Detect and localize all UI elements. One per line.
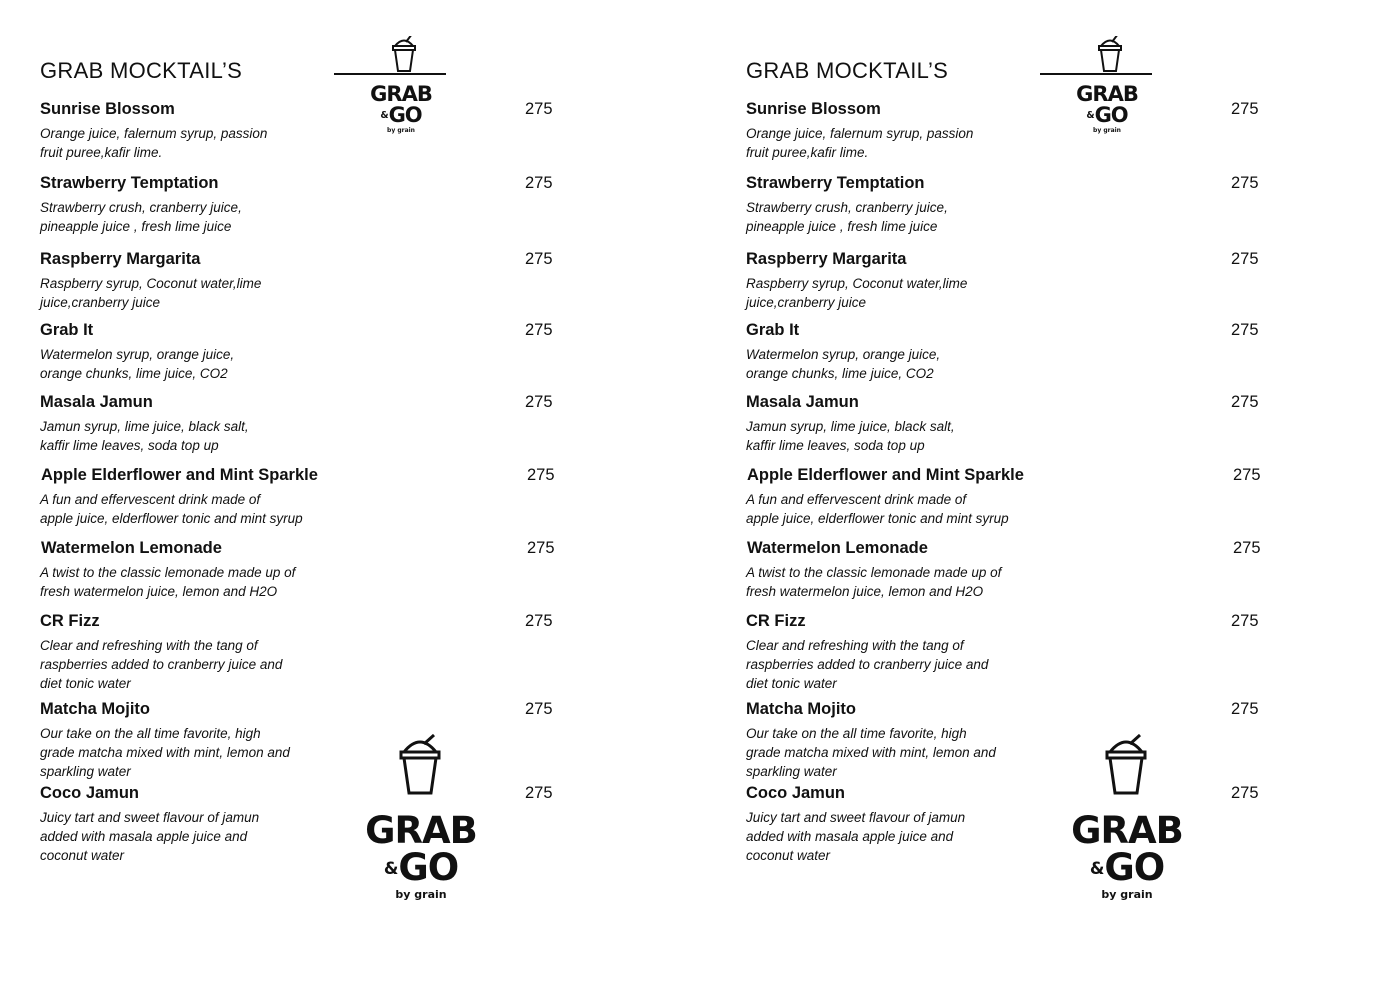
item-name: Sunrise Blossom [746,100,881,118]
brand-tagline: by grain [1101,888,1153,901]
item-name: Watermelon Lemonade [41,539,222,557]
item-description [746,345,1046,383]
item-description [746,636,1046,693]
item-description [746,490,1046,528]
item-price: 275 [525,321,553,339]
item-description-line: Strawberry crush, cranberry juice, [746,200,948,215]
item-description [40,124,340,162]
item-price: 275 [1231,612,1259,630]
item-description-line: fresh watermelon juice, lemon and H2O [40,584,278,599]
item-price: 275 [1233,539,1261,557]
item-description [40,808,340,865]
item-price: 275 [1231,700,1259,718]
item-description [746,808,1046,865]
item-description-line: juice,cranberry juice [40,295,161,310]
item-description [40,636,340,693]
item-description-line: diet tonic water [40,676,131,691]
item-description-line: raspberries added to cranberry juice and [40,657,283,672]
item-description [746,124,1046,162]
item-name: Strawberry Temptation [746,174,925,192]
item-name: Matcha Mojito [746,700,856,718]
header-logo [1040,36,1152,136]
item-price: 275 [527,466,555,484]
item-name: Sunrise Blossom [40,100,175,118]
item-description-line: fruit puree,kafir lime. [40,145,163,160]
item-description-line: A twist to the classic lemonade made up of [746,565,1002,580]
item-name: Raspberry Margarita [746,250,907,268]
cup-icon [1102,734,1150,796]
item-description-line: grade matcha mixed with mint, lemon and [746,745,996,760]
brand-line1: GRAB [370,82,432,106]
item-price: 275 [525,174,553,192]
item-price: 275 [1231,321,1259,339]
item-description-line: Orange juice, falernum syrup, passion [40,126,268,141]
item-description-line: orange chunks, lime juice, CO2 [746,366,934,381]
brand-wordmark [1062,84,1152,134]
item-description-line: coconut water [746,848,831,863]
item-price: 275 [525,784,553,802]
item-description-line: A fun and effervescent drink made of [746,492,967,507]
item-description [40,563,340,601]
brand-line2: GO [1094,103,1128,127]
item-price: 275 [1233,466,1261,484]
item-description [40,724,340,781]
item-name: Strawberry Temptation [40,174,219,192]
item-description-line: Watermelon syrup, orange juice, [40,347,235,362]
brand-line1: GRAB [365,809,477,852]
item-description-line: Clear and refreshing with the tang of [746,638,964,653]
item-price: 275 [1231,393,1259,411]
item-description-line: Raspberry syrup, Coconut water,lime [746,276,968,291]
item-price: 275 [1231,100,1259,118]
item-description-line: added with masala apple juice and [40,829,248,844]
item-description-line: Clear and refreshing with the tang of [40,638,258,653]
item-name: Grab It [746,321,800,339]
menu-title: GRAB MOCKTAIL’S [746,58,949,83]
item-description-line: raspberries added to cranberry juice and [746,657,989,672]
menu-title: GRAB MOCKTAIL’S [40,58,243,83]
item-name: Masala Jamun [746,393,859,411]
brand-amp: & [383,859,398,879]
item-price: 275 [1231,250,1259,268]
item-name: CR Fizz [40,612,100,630]
brand-line1: GRAB [1071,809,1183,852]
item-description [40,490,340,528]
item-description [746,417,1046,455]
item-description-line: Our take on the all time favorite, high [746,726,967,741]
item-description-line: kaffir lime leaves, soda top up [746,438,925,453]
item-price: 275 [525,250,553,268]
item-description-line: added with masala apple juice and [746,829,954,844]
item-price: 275 [525,700,553,718]
footer-logo [346,734,496,904]
item-price: 275 [525,612,553,630]
item-description-line: pineapple juice , fresh lime juice [40,219,232,234]
item-name: Masala Jamun [40,393,153,411]
item-description [40,345,340,383]
item-description [40,198,340,236]
item-price: 275 [1231,174,1259,192]
item-description-line: kaffir lime leaves, soda top up [40,438,219,453]
cup-icon [390,36,418,74]
menu-page-right [706,0,1400,990]
item-description [746,274,1046,312]
item-description-line: pineapple juice , fresh lime juice [746,219,938,234]
item-description-line: Our take on the all time favorite, high [40,726,261,741]
item-description-line: Orange juice, falernum syrup, passion [746,126,974,141]
item-description-line: Jamun syrup, lime juice, black salt, [746,419,955,434]
item-name: Watermelon Lemonade [747,539,928,557]
item-description-line: Juicy tart and sweet flavour of jamun [40,810,260,825]
item-description-line: fruit puree,kafir lime. [746,145,869,160]
item-name: Grab It [40,321,94,339]
item-price: 275 [525,393,553,411]
brand-amp: & [380,110,388,122]
item-name: CR Fizz [746,612,806,630]
item-description-line: A twist to the classic lemonade made up of [40,565,296,580]
item-description-line: Strawberry crush, cranberry juice, [40,200,242,215]
item-description-line: coconut water [40,848,125,863]
item-price: 275 [1231,784,1259,802]
item-name: Matcha Mojito [40,700,150,718]
item-description-line: orange chunks, lime juice, CO2 [40,366,228,381]
item-description-line: fresh watermelon juice, lemon and H2O [746,584,984,599]
brand-line1: GRAB [1076,82,1138,106]
item-price: 275 [525,100,553,118]
brand-line2: GO [388,103,422,127]
item-description [40,417,340,455]
item-description-line: A fun and effervescent drink made of [40,492,261,507]
brand-amp: & [1086,110,1094,122]
brand-tagline: by grain [1093,127,1121,134]
item-description-line: Juicy tart and sweet flavour of jamun [746,810,966,825]
item-description-line: apple juice, elderflower tonic and mint syrup [746,511,1009,526]
item-description-line: Raspberry syrup, Coconut water,lime [40,276,262,291]
item-name: Apple Elderflower and Mint Sparkle [747,466,1024,484]
item-description [746,724,1046,781]
brand-wordmark [1052,809,1202,901]
brand-tagline: by grain [387,127,415,134]
item-description [40,274,340,312]
item-name: Apple Elderflower and Mint Sparkle [41,466,318,484]
brand-line2: GO [398,846,459,889]
item-description-line: juice,cranberry juice [746,295,867,310]
header-logo [334,36,446,136]
item-description-line: apple juice, elderflower tonic and mint syrup [40,511,303,526]
item-name: Coco Jamun [746,784,846,802]
item-description-line: sparkling water [746,764,837,779]
item-name: Raspberry Margarita [40,250,201,268]
brand-amp: & [1089,859,1104,879]
cup-icon [1096,36,1124,74]
brand-tagline: by grain [395,888,447,901]
item-name: Coco Jamun [40,784,140,802]
item-description [746,563,1046,601]
item-description-line: Watermelon syrup, orange juice, [746,347,941,362]
footer-logo [1052,734,1202,904]
item-description-line: sparkling water [40,764,131,779]
item-description [746,198,1046,236]
item-description-line: Jamun syrup, lime juice, black salt, [40,419,249,434]
brand-wordmark [356,84,446,134]
item-description-line: diet tonic water [746,676,837,691]
item-price: 275 [527,539,555,557]
item-description-line: grade matcha mixed with mint, lemon and [40,745,290,760]
brand-line2: GO [1104,846,1165,889]
brand-wordmark [346,809,496,901]
cup-icon [396,734,444,796]
